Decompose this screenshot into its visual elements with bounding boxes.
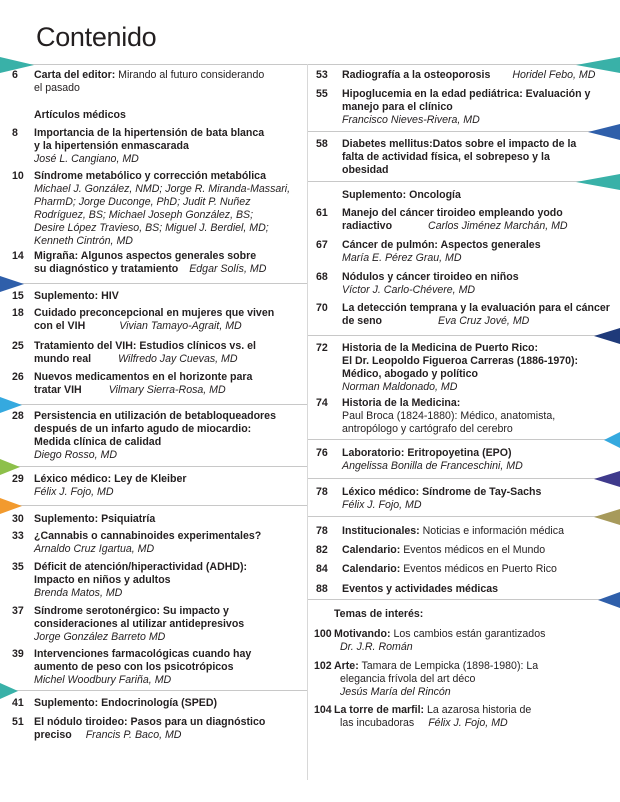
- entry-title: Mirando al futuro considerando: [115, 69, 265, 81]
- entry-title-cont: tratar VIH: [34, 384, 82, 396]
- entry-author: Félix J. Fojo, MD: [34, 486, 114, 498]
- entry-author: PharmD; Jorge Duconge, PhD; Judit P. Nuñez: [34, 196, 251, 208]
- entry-author: Francis P. Baco, MD: [85, 729, 182, 741]
- page-number: 33: [12, 530, 24, 542]
- entry-title-cont: preciso: [34, 729, 72, 741]
- entry-title-cont: radiactivo: [342, 220, 393, 232]
- entry-title: La detección temprana y la evaluación para el cáncer: [342, 302, 610, 314]
- entry-title: Cuidado preconcepcional en mujeres que viven: [34, 307, 275, 319]
- entry-author: Francisco Nieves-Rivera, MD: [342, 114, 480, 126]
- entry-title: Diabetes mellitus:Datos sobre el impacto de la: [342, 138, 577, 150]
- divider: [308, 335, 620, 336]
- page-number: 28: [12, 410, 24, 422]
- section-header-temas: Temas de interés:: [334, 608, 424, 620]
- entry-title-cont: después de un infarto agudo de miocardio:: [34, 423, 252, 435]
- entry-label: Institucionales:: [342, 525, 420, 537]
- entry-title: La azarosa historia de: [424, 704, 532, 716]
- divider-right-arrow: [590, 471, 620, 487]
- page-number: 68: [316, 271, 328, 283]
- entry-label: Motivando:: [334, 628, 391, 640]
- entry-author: Jesús María del Rincón: [340, 686, 451, 698]
- page-number: 100: [314, 628, 332, 640]
- entry-title: Noticias e información médica: [419, 525, 564, 537]
- entry-title: Tamara de Lempicka (1898-1980): La: [358, 660, 539, 672]
- section-label: Suplemento: Endocrinología (SPED): [34, 697, 218, 709]
- entry-author: Vivian Tamayo-Agrait, MD: [119, 320, 242, 332]
- divider: [0, 64, 307, 65]
- entry-author: Brenda Matos, MD: [34, 587, 123, 599]
- entry-title: Cáncer de pulmón: Aspectos generales: [342, 239, 541, 251]
- entry-author: Horidel Febo, MD: [512, 69, 596, 81]
- section-header-articulos: Artículos médicos: [34, 109, 126, 121]
- divider: [308, 64, 620, 65]
- entry-title: Léxico médico: Ley de Kleiber: [34, 473, 187, 485]
- page-number: 41: [12, 697, 24, 709]
- divider-right-arrow: [594, 592, 620, 608]
- entry-title: Déficit de atención/hiperactividad (ADHD):: [34, 561, 248, 573]
- divider-right-arrow: [590, 328, 620, 344]
- entry-title: Intervenciones farmacológicas cuando hay: [34, 648, 252, 660]
- divider: [0, 505, 307, 506]
- divider-right-arrow: [590, 509, 620, 525]
- page-number: 78: [316, 486, 328, 498]
- entry-label: Calendario:: [342, 544, 401, 556]
- page-number: 70: [316, 302, 328, 314]
- page-number: 82: [316, 544, 328, 556]
- entry-author: Edgar Solís, MD: [189, 263, 267, 275]
- entry-title-cont: Impacto en niños y adultos: [34, 574, 171, 586]
- divider: [308, 516, 620, 517]
- entry-title-cont: falta de actividad física, el sobrepeso y la: [342, 151, 550, 163]
- section-label: Suplemento: HIV: [34, 290, 119, 302]
- entry-title: Síndrome serotonérgico: Su impacto y: [34, 605, 229, 617]
- entry-title: Eventos médicos en el Mundo: [400, 544, 546, 556]
- page-number: 76: [316, 447, 328, 459]
- page-number: 6: [12, 69, 18, 81]
- entry-title: Eventos médicos en Puerto Rico: [400, 563, 557, 575]
- entry-title: Manejo del cáncer tiroideo empleando yodo: [342, 207, 563, 219]
- entry-author: Dr. J.R. Román: [340, 641, 413, 653]
- page-bottom-margin: [0, 780, 620, 802]
- section-header-oncologia: Suplemento: Oncología: [342, 189, 461, 201]
- entry-title-cont: El Dr. Leopoldo Figueroa Carreras (1886-1970):: [342, 355, 579, 367]
- entry-title-cont: con el VIH: [34, 320, 86, 332]
- entry-author: Rodríguez, BS; Michael Joseph González, BS;: [34, 209, 254, 221]
- entry-title-cont: su diagnóstico y tratamiento: [34, 263, 179, 275]
- page-number: 35: [12, 561, 24, 573]
- entry-title: Nódulos y cáncer tiroideo en niños: [342, 271, 519, 283]
- entry-title: El nódulo tiroideo: Pasos para un diagnóstico: [34, 716, 266, 728]
- entry-author: Eva Cruz Jové, MD: [438, 315, 530, 327]
- page-number: 55: [316, 88, 328, 100]
- entry-title: Eventos y actividades médicas: [342, 583, 499, 595]
- entry-title: ¿Cannabis o cannabinoides experimentales?: [34, 530, 262, 542]
- page-number: 39: [12, 648, 24, 660]
- page-number: 104: [314, 704, 332, 716]
- left-column: [0, 0, 307, 802]
- divider: [0, 404, 307, 405]
- entry-author: José L. Cangiano, MD: [34, 153, 139, 165]
- entry-title: Historia de la Medicina de Puerto Rico:: [342, 342, 539, 354]
- divider: [0, 466, 307, 467]
- divider-right-arrow: [580, 124, 620, 140]
- entry-author: Kenneth Cintrón, MD: [34, 235, 133, 247]
- entry-author: Diego Rosso, MD: [34, 449, 118, 461]
- entry-author: Michel Woodbury Fariña, MD: [34, 674, 172, 686]
- section-label: Suplemento: Psiquiatría: [34, 513, 156, 525]
- divider-left-arrow: [0, 498, 30, 514]
- entry-author: María E. Pérez Grau, MD: [342, 252, 462, 264]
- entry-title-cont: aumento de peso con los psicotrópicos: [34, 661, 234, 673]
- entry-author: Norman Maldonado, MD: [342, 381, 458, 393]
- page-number: 61: [316, 207, 328, 219]
- page-number: 14: [12, 250, 24, 262]
- divider: [308, 181, 620, 182]
- divider: [0, 283, 307, 284]
- page-number: 88: [316, 583, 328, 595]
- page-number: 53: [316, 69, 328, 81]
- divider-right-arrow: [600, 432, 620, 448]
- entry-label: Carta del editor:: [34, 69, 116, 81]
- page-number: 15: [12, 290, 24, 302]
- entry-author: Félix J. Fojo, MD: [342, 499, 422, 511]
- entry-title-cont: Médico, abogado y político: [342, 368, 478, 380]
- entry-title-cont: Medida clínica de calidad: [34, 436, 162, 448]
- entry-title-cont: consideraciones al utilizar antidepresivos: [34, 618, 245, 630]
- entry-title-cont: de seno: [342, 315, 383, 327]
- entry-author: Arnaldo Cruz Igartua, MD: [34, 543, 155, 555]
- entry-author: Angelissa Bonilla de Franceschini, MD: [342, 460, 523, 472]
- entry-title: Persistencia en utilización de betabloqueadores: [34, 410, 276, 422]
- page-number: 74: [316, 397, 328, 409]
- page-number: 51: [12, 716, 24, 728]
- entry-author: Carlos Jiménez Marchán, MD: [428, 220, 568, 232]
- page-number: 29: [12, 473, 24, 485]
- entry-title-cont: elegancia frívola del art déco: [340, 673, 476, 685]
- entry-author: Michael J. González, NMD; Jorge R. Miranda-Massari,: [34, 183, 291, 195]
- page-number: 58: [316, 138, 328, 150]
- page-number: 72: [316, 342, 328, 354]
- divider-right-arrow: [570, 174, 620, 190]
- divider: [0, 690, 307, 691]
- page-number: 67: [316, 239, 328, 251]
- page-number: 102: [314, 660, 332, 672]
- page-number: 30: [12, 513, 24, 525]
- divider: [308, 131, 620, 132]
- entry-title: Laboratorio: Eritropoyetina (EPO): [342, 447, 512, 459]
- entry-title: Importancia de la hipertensión de bata blanca: [34, 127, 265, 139]
- entry-label: Arte:: [334, 660, 359, 672]
- entry-label: La torre de marfil:: [334, 704, 425, 716]
- entry-title: Migraña: Algunos aspectos generales sobre: [34, 250, 257, 262]
- entry-label: Calendario:: [342, 563, 401, 575]
- entry-title-cont: obesidad: [342, 164, 389, 176]
- entry-title-cont: el pasado: [34, 82, 80, 94]
- page-number: 37: [12, 605, 24, 617]
- entry-title: Radiografía a la osteoporosis: [342, 69, 491, 81]
- entry-title-cont: las incubadoras: [340, 717, 415, 729]
- entry-author: Desire López Travieso, BS; Miguel J. Berdiel, MD;: [34, 222, 269, 234]
- divider: [308, 439, 620, 440]
- entry-author: Wilfredo Jay Cuevas, MD: [118, 353, 238, 365]
- page-number: 84: [316, 563, 328, 575]
- entry-title-cont: Paul Broca (1824-1880): Médico, anatomista,: [342, 410, 556, 422]
- entry-author: Félix J. Fojo, MD: [428, 717, 508, 729]
- page-number: 25: [12, 340, 24, 352]
- entry-author: Vilmary Sierra-Rosa, MD: [108, 384, 226, 396]
- entry-title: Léxico médico: Síndrome de Tay-Sachs: [342, 486, 542, 498]
- right-column: [308, 0, 620, 802]
- page-title: Contenido: [36, 22, 157, 52]
- page-number: 18: [12, 307, 24, 319]
- page-number: 78: [316, 525, 328, 537]
- entry-author: Víctor J. Carlo-Chévere, MD: [342, 284, 476, 296]
- entry-title: Hipoglucemia en la edad pediátrica: Evaluación y: [342, 88, 591, 100]
- page-number: 10: [12, 170, 24, 182]
- entry-author: Jorge González Barreto MD: [34, 631, 166, 643]
- page-number: 26: [12, 371, 24, 383]
- entry-title: Los cambios están garantizados: [390, 628, 546, 640]
- entry-title: Síndrome metabólico y corrección metabólica: [34, 170, 266, 182]
- entry-title-cont: antropólogo y cartógrafo del cerebro: [342, 423, 513, 435]
- page-number: 8: [12, 127, 18, 139]
- entry-title: Tratamiento del VIH: Estudios clínicos vs. el: [34, 340, 256, 352]
- divider: [308, 599, 620, 600]
- entry-title: Historia de la Medicina:: [342, 397, 461, 409]
- entry-title: Nuevos medicamentos en el horizonte para: [34, 371, 253, 383]
- divider: [308, 478, 620, 479]
- entry-title-cont: manejo para el clínico: [342, 101, 453, 113]
- entry-title-cont: mundo real: [34, 353, 92, 365]
- entry-title-cont: y la hipertensión enmascarada: [34, 140, 189, 152]
